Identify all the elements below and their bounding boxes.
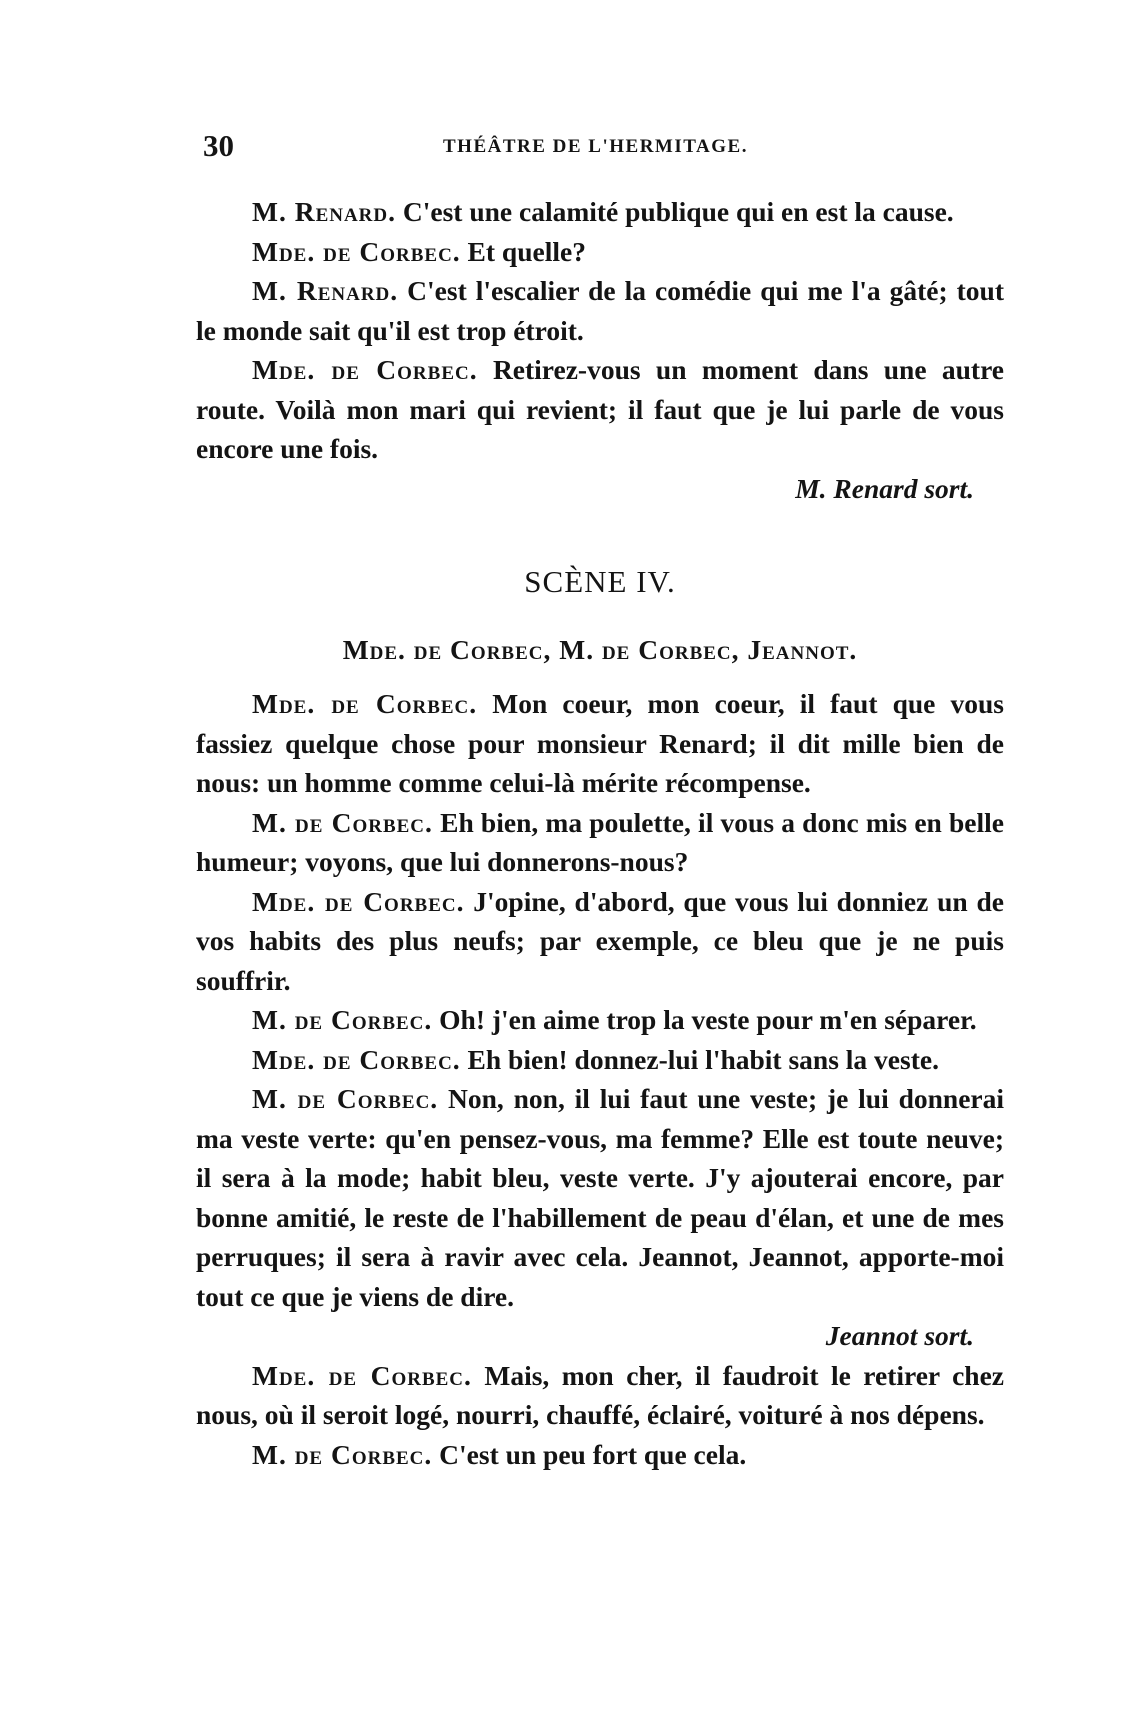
page-header	[203, 128, 1003, 168]
speaker-name: Mde. de Corbec.	[252, 1043, 461, 1075]
dialogue-text: Retirez-vous un moment dans une autre route. Voilà mon mari qui revient; il faut que je lui parle de vous encore une fois.	[196, 354, 1005, 464]
dialogue-text: C'est un peu fort que cela.	[439, 1438, 747, 1470]
speaker-name: Mde. de Corbec.	[252, 688, 478, 719]
dialogue-paragraph	[196, 271, 1004, 350]
speaker-name: Mde. de Corbec.	[252, 235, 461, 267]
dialogue-text: C'est une calamité publique qui en est la cause.	[402, 196, 954, 227]
dialogue-paragraph	[196, 882, 1004, 1001]
dialogue-text: C'est l'escalier de la comédie qui me l'a gâté; tout le monde sait qu'il est trop étroit.	[196, 275, 1005, 346]
speaker-name: M. Renard.	[252, 196, 396, 227]
dialogue-text: Mon coeur, mon coeur, il faut que vous fassiez quelque chose pour monsieur Renard; il dit mille bien de nous: un homme comme celui-là mérite récompense.	[196, 688, 1004, 798]
dialogue-paragraph	[196, 350, 1004, 469]
dialogue-text: Non, non, il lui faut une veste; je lui donnerai ma veste verte: qu'en pensez-vous, ma femme? Elle est toute neuve; il sera à la mode; habit bleu, veste verte. J'y ajouterai encore, par bonne amitié, le reste de l'habillement de peau d'élan, et une de mes perruques; il sera à ravir avec cela. Jeannot, Jeannot, apporte-moi tout ce que je viens de dire.	[196, 1083, 1004, 1312]
running-head: THÉÂTRE DE L'HERMITAGE.	[443, 136, 748, 157]
speaker-name: M. de Corbec.	[252, 1438, 433, 1470]
stage-direction: Jeannot sort.	[825, 1320, 974, 1351]
stage-direction: M. Renard sort.	[795, 472, 974, 504]
page-number: 30	[203, 128, 234, 163]
speaker-name: M. de Corbec.	[252, 1083, 439, 1114]
dialogue-paragraph	[196, 803, 1004, 882]
dialogue-text: Eh bien, ma poulette, il vous a donc mis en belle humeur; voyons, que lui donnerons-nous?	[196, 806, 1005, 877]
scene-title: SCÈNE IV.	[524, 564, 676, 599]
dialogue-text: Eh bien! donnez-lui l'habit sans la veste.	[467, 1043, 939, 1075]
speaker-name: Mde. de Corbec.	[252, 885, 465, 917]
dialogue-text: Et quelle?	[467, 235, 586, 267]
page-body	[196, 192, 1004, 1474]
dialogue-paragraph	[196, 1040, 1004, 1080]
speaker-name: M. de Corbec.	[252, 806, 433, 838]
speaker-name: Mde. de Corbec.	[252, 1359, 472, 1391]
speaker-name: M. de Corbec.	[252, 1004, 433, 1035]
dialogue-text: Mais, mon cher, il faudroit le retirer chez nous, où il seroit logé, nourri, chauffé, éclairé, voituré à nos dépens.	[196, 1359, 1005, 1430]
dialogue-text: J'opine, d'abord, que vous lui donniez un de vos habits des plus neufs; par exemple, ce bleu que je ne puis souffrir.	[196, 885, 1005, 996]
dialogue-paragraph	[196, 1000, 1004, 1040]
dialogue-text: Oh! j'en aime trop la veste pour m'en séparer.	[439, 1004, 977, 1035]
dialogue-paragraph	[196, 1079, 1004, 1316]
dialogue-paragraph	[196, 192, 1004, 232]
scene-cast: Mde. de Corbec, M. de Corbec, Jeannot.	[342, 634, 858, 665]
dialogue-paragraph	[196, 1435, 1004, 1475]
dialogue-paragraph	[196, 1356, 1004, 1435]
dialogue-paragraph	[196, 232, 1004, 272]
speaker-name: M. Renard.	[252, 275, 399, 306]
dialogue-paragraph	[196, 684, 1004, 803]
speaker-name: Mde. de Corbec.	[252, 354, 478, 385]
